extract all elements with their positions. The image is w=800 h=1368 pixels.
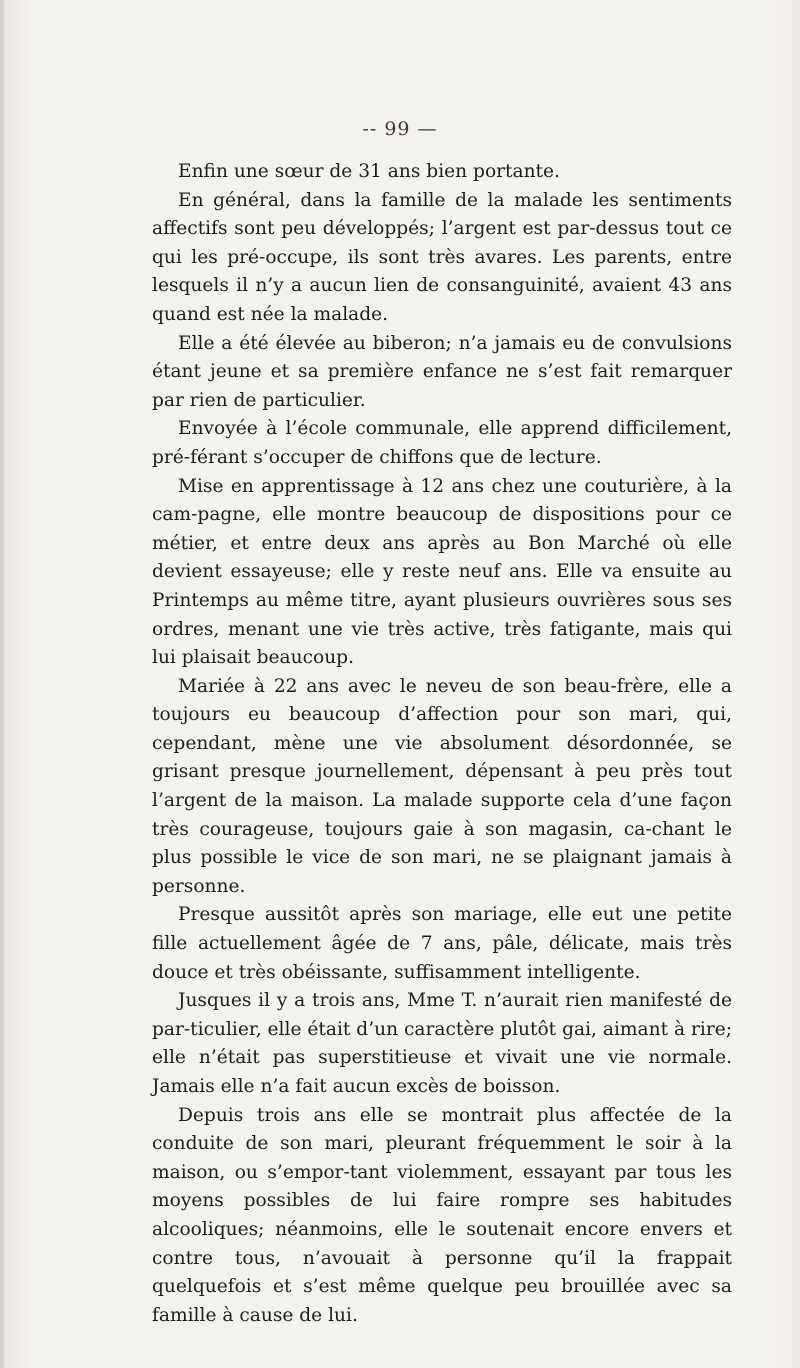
paragraph: Elle a été élevée au biberon; n’a jamais eu de convulsions étant jeune et sa première enfance ne s’est fait remarquer par rien de particulier. <box>152 332 732 411</box>
page-edge <box>0 0 4 1368</box>
paragraph: Enfin une sœur de 31 ans bien portante. <box>178 161 560 182</box>
paragraph: En général, dans la famille de la malade les sentiments affectifs sont peu développés; l’argent est par-dessus tout ce qui les pré-occupe, ils sont très avares. Les parents, entre lesquels il n’y a aucun lien de consanguinité, avaient 43 ans quand est née la malade. <box>152 189 732 325</box>
paragraph: Mise en apprentissage à 12 ans chez une couturière, à la cam-pagne, elle montre beaucoup de dispositions pour ce métier, et entre deux ans après au Bon Marché où elle devient essayeuse; elle y reste neuf ans. Elle va ensuite au Printemps au même titre, ayant plusieurs ouvrières sous ses ordres, menant une vie très active, très fatigante, mais qui lui plaisait beaucoup. <box>152 475 732 669</box>
paragraph: Depuis trois ans elle se montrait plus affectée de la conduite de son mari, pleurant fréquemment le soir à la maison, ou s’empor-tant violemment, essayant par tous les moyens possibles de lui faire rompre ses habitudes alcooliques; néanmoins, elle le soutenait encore envers et contre tous, n’avouait à personne qu’il la frappait quelquefois et s’est même quelque peu brouillée avec sa famille à cause de lui. <box>152 1104 732 1326</box>
paragraph: Presque aussitôt après son mariage, elle eut une petite fille actuellement âgée de 7 ans, pâle, délicate, mais très douce et très obéissante, suffisamment intelligente. <box>152 904 732 983</box>
body-text <box>152 158 732 1330</box>
paragraph: Mariée à 22 ans avec le neveu de son beau-frère, elle a toujours eu beaucoup d’affection pour son mari, qui, cependant, mène une vie absolument désordonnée, se grisant presque journellement, dépensant à peu près tout l’argent de la maison. La malade supporte cela d’une façon très courageuse, toujours gaie à son magasin, ca-chant le plus possible le vice de son mari, ne se plaignant jamais à personne. <box>152 675 732 897</box>
paragraph: Jusques il y a trois ans, Mme T. n’aurait rien manifesté de par-ticulier, elle était d’un caractère plutôt gai, aimant à rire; elle n’était pas superstitieuse et vivait une vie normale. Jamais elle n’a fait aucun excès de boisson. <box>152 990 732 1097</box>
paragraph: Envoyée à l’école communale, elle apprend difficilement, pré-férant s’occuper de chiffons que de lecture. <box>152 418 732 468</box>
page-number: -- 99 — <box>362 118 438 140</box>
